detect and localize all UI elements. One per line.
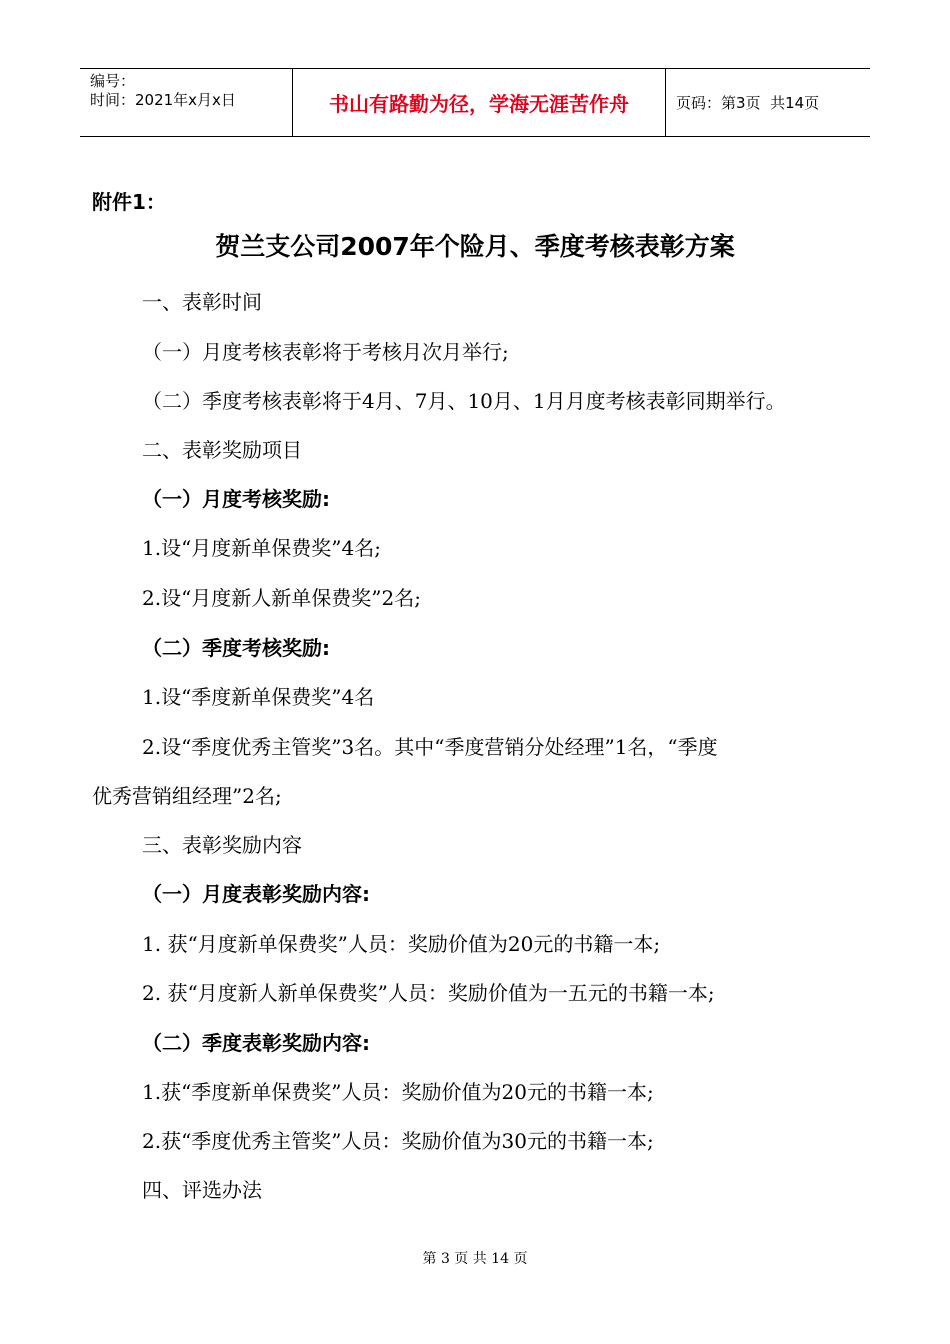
page-header — [80, 68, 870, 137]
section-heading: 三、表彰奖励内容 — [142, 833, 302, 857]
page-info: 页码：第3页 共14页 — [676, 94, 820, 112]
section-heading: 一、表彰时间 — [142, 290, 262, 314]
subsection-heading: （一）月度考核奖励: — [142, 487, 330, 511]
paragraph-line: 1.设“季度新单保费奖”4名 — [142, 685, 375, 709]
section-heading: 二、表彰奖励项目 — [142, 438, 302, 462]
paragraph-line: （一）月度考核表彰将于考核月次月举行; — [142, 340, 509, 364]
paragraph-line: 1.设“月度新单保费奖”4名; — [142, 536, 381, 560]
subsection-heading: （二）季度考核奖励: — [142, 636, 330, 660]
paragraph-line: 1. 获“月度新单保费奖”人员：奖励价值为20元的书籍一本; — [142, 932, 661, 956]
section-heading: 四、评选办法 — [142, 1178, 262, 1202]
paragraph-line: 2.设“季度优秀主管奖”3名。其中“季度营销分处经理”1名，“季度 — [142, 735, 718, 759]
paragraph-line: 优秀营销组经理”2名; — [92, 784, 282, 808]
attachment-label: 附件1： — [92, 190, 166, 214]
header-left-cell — [80, 69, 293, 136]
number-label: 编号： — [90, 72, 136, 90]
subsection-heading: （二）季度表彰奖励内容: — [142, 1031, 370, 1055]
paragraph-line: 2. 获“月度新人新单保费奖”人员：奖励价值为一五元的书籍一本; — [142, 981, 715, 1005]
header-motto: 书山有路勤为径，学海无涯苦作舟 — [293, 69, 666, 136]
paragraph-line: （二）季度考核表彰将于4月、7月、10月、1月月度考核表彰同期举行。 — [142, 389, 786, 413]
header-right-cell — [666, 69, 870, 136]
document-title: 贺兰支公司2007年个险月、季度考核表彰方案 — [215, 232, 735, 261]
subsection-heading: （一）月度表彰奖励内容: — [142, 882, 370, 906]
paragraph-line: 1.获“季度新单保费奖”人员：奖励价值为20元的书籍一本; — [142, 1080, 654, 1104]
paragraph-line: 2.设“月度新人新单保费奖”2名; — [142, 586, 421, 610]
paragraph-line: 2.获“季度优秀主管奖”人员：奖励价值为30元的书籍一本; — [142, 1129, 654, 1153]
page-footer: 第 3 页 共 14 页 — [422, 1251, 528, 1267]
time-label: 时间：2021年x月x日 — [90, 91, 236, 109]
